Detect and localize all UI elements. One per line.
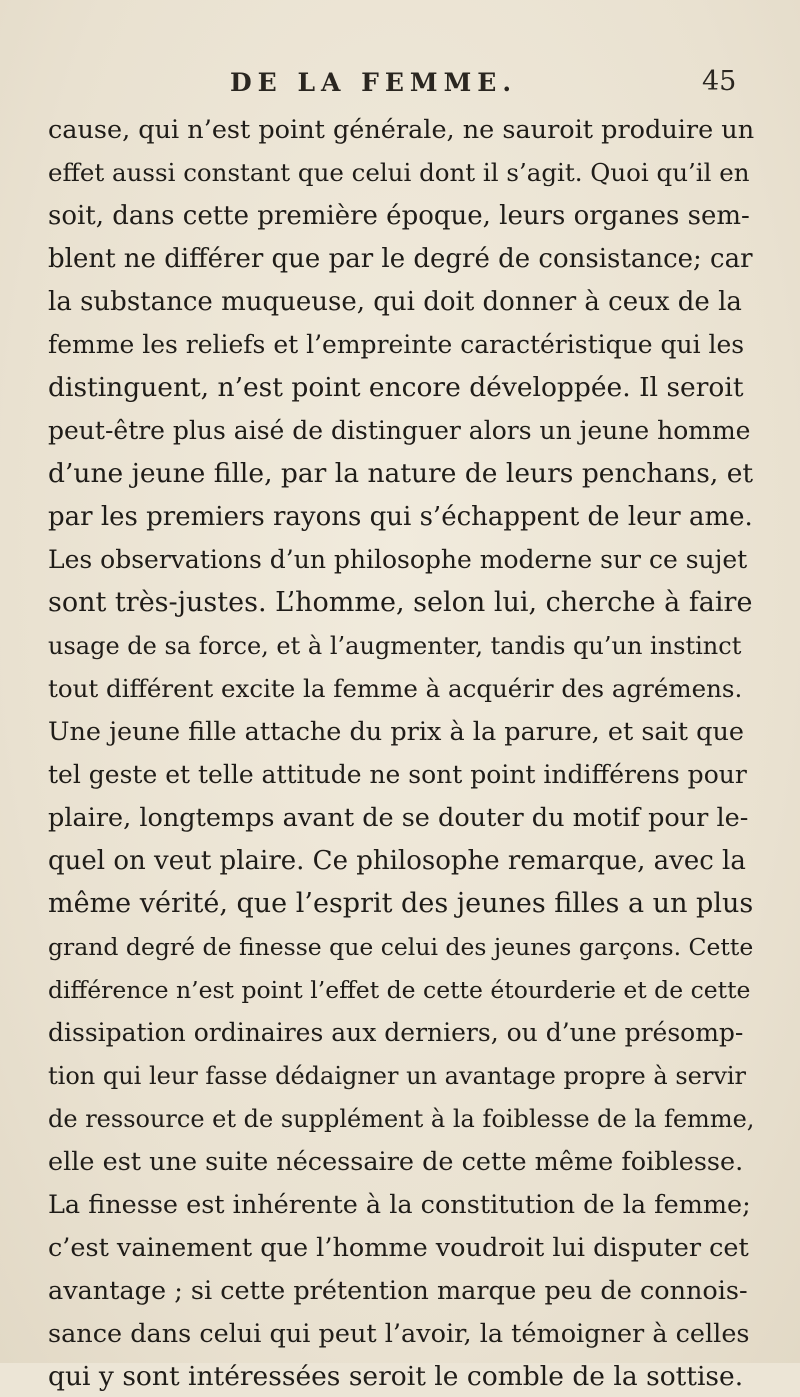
text-line: sance dans celui qui peut l’avoir, la témoigner à celles (48, 1319, 750, 1349)
text-line: effet aussi constant que celui dont il s’agit. Quoi qu’il en (48, 158, 750, 187)
text-line: différence n’est point l’effet de cette étourderie et de cette (48, 976, 751, 1004)
text-line: c’est vainement que l’homme voudroit lui disputer cet (48, 1233, 749, 1263)
text-line: qui y sont intéressées seroit le comble de la sottise. (48, 1361, 744, 1392)
text-line: dissipation ordinaires aux derniers, ou d’une présomp- (48, 1018, 744, 1047)
text-line: tout différent excite la femme à acquérir des agrémens. (48, 674, 743, 703)
text-line: distinguent, n’est point encore développée. Il seroit (48, 372, 744, 403)
text-line: elle est une suite nécessaire de cette même foiblesse. (48, 1147, 744, 1177)
text-line: peut-être plus aisé de distinguer alors un jeune homme (48, 416, 751, 445)
text-line: la substance muqueuse, qui doit donner à ceux de la (48, 287, 742, 317)
text-line: soit, dans cette première époque, leurs organes sem- (48, 201, 750, 231)
text-line: de ressource et de supplément à la foiblesse de la femme, (48, 1105, 755, 1133)
text-line: tel geste et telle attitude ne sont point indifférens pour (48, 760, 747, 789)
text-line: tion qui leur fasse dédaigner un avantage propre à servir (48, 1062, 747, 1090)
text-line: femme les reliefs et l’empreinte caractéristique qui les (48, 330, 745, 359)
text-line: avantage ; si cette prétention marque peu de connois- (48, 1276, 748, 1306)
text-line: blent ne différer que par le degré de consistance; car (48, 244, 753, 274)
running-title: DE LA FEMME. (230, 68, 518, 97)
text-line: usage de sa force, et à l’augmenter, tandis qu’un instinct (48, 632, 742, 660)
text-line: quel on veut plaire. Ce philosophe remarque, avec la (48, 846, 746, 876)
text-line: Les observations d’un philosophe moderne sur ce sujet (48, 545, 748, 574)
text-line: plaire, longtemps avant de se douter du motif pour le- (48, 803, 749, 833)
text-line: même vérité, que l’esprit des jeunes filles a un plus (48, 888, 754, 919)
text-line: Une jeune fille attache du prix à la parure, et sait que (48, 717, 744, 747)
page-header (0, 68, 800, 108)
text-line: La finesse est inhérente à la constitution de la femme; (48, 1190, 751, 1220)
page-number: 45 (702, 66, 737, 97)
text-line: sont très-justes. L’homme, selon lui, cherche à faire (48, 587, 753, 618)
text-line: cause, qui n’est point générale, ne sauroit produire un (48, 115, 755, 145)
text-line: d’une jeune fille, par la nature de leurs penchans, et (48, 458, 754, 489)
text-line: par les premiers rayons qui s’échappent de leur ame. (48, 502, 753, 532)
text-line: grand degré de finesse que celui des jeunes garçons. Cette (48, 933, 754, 961)
